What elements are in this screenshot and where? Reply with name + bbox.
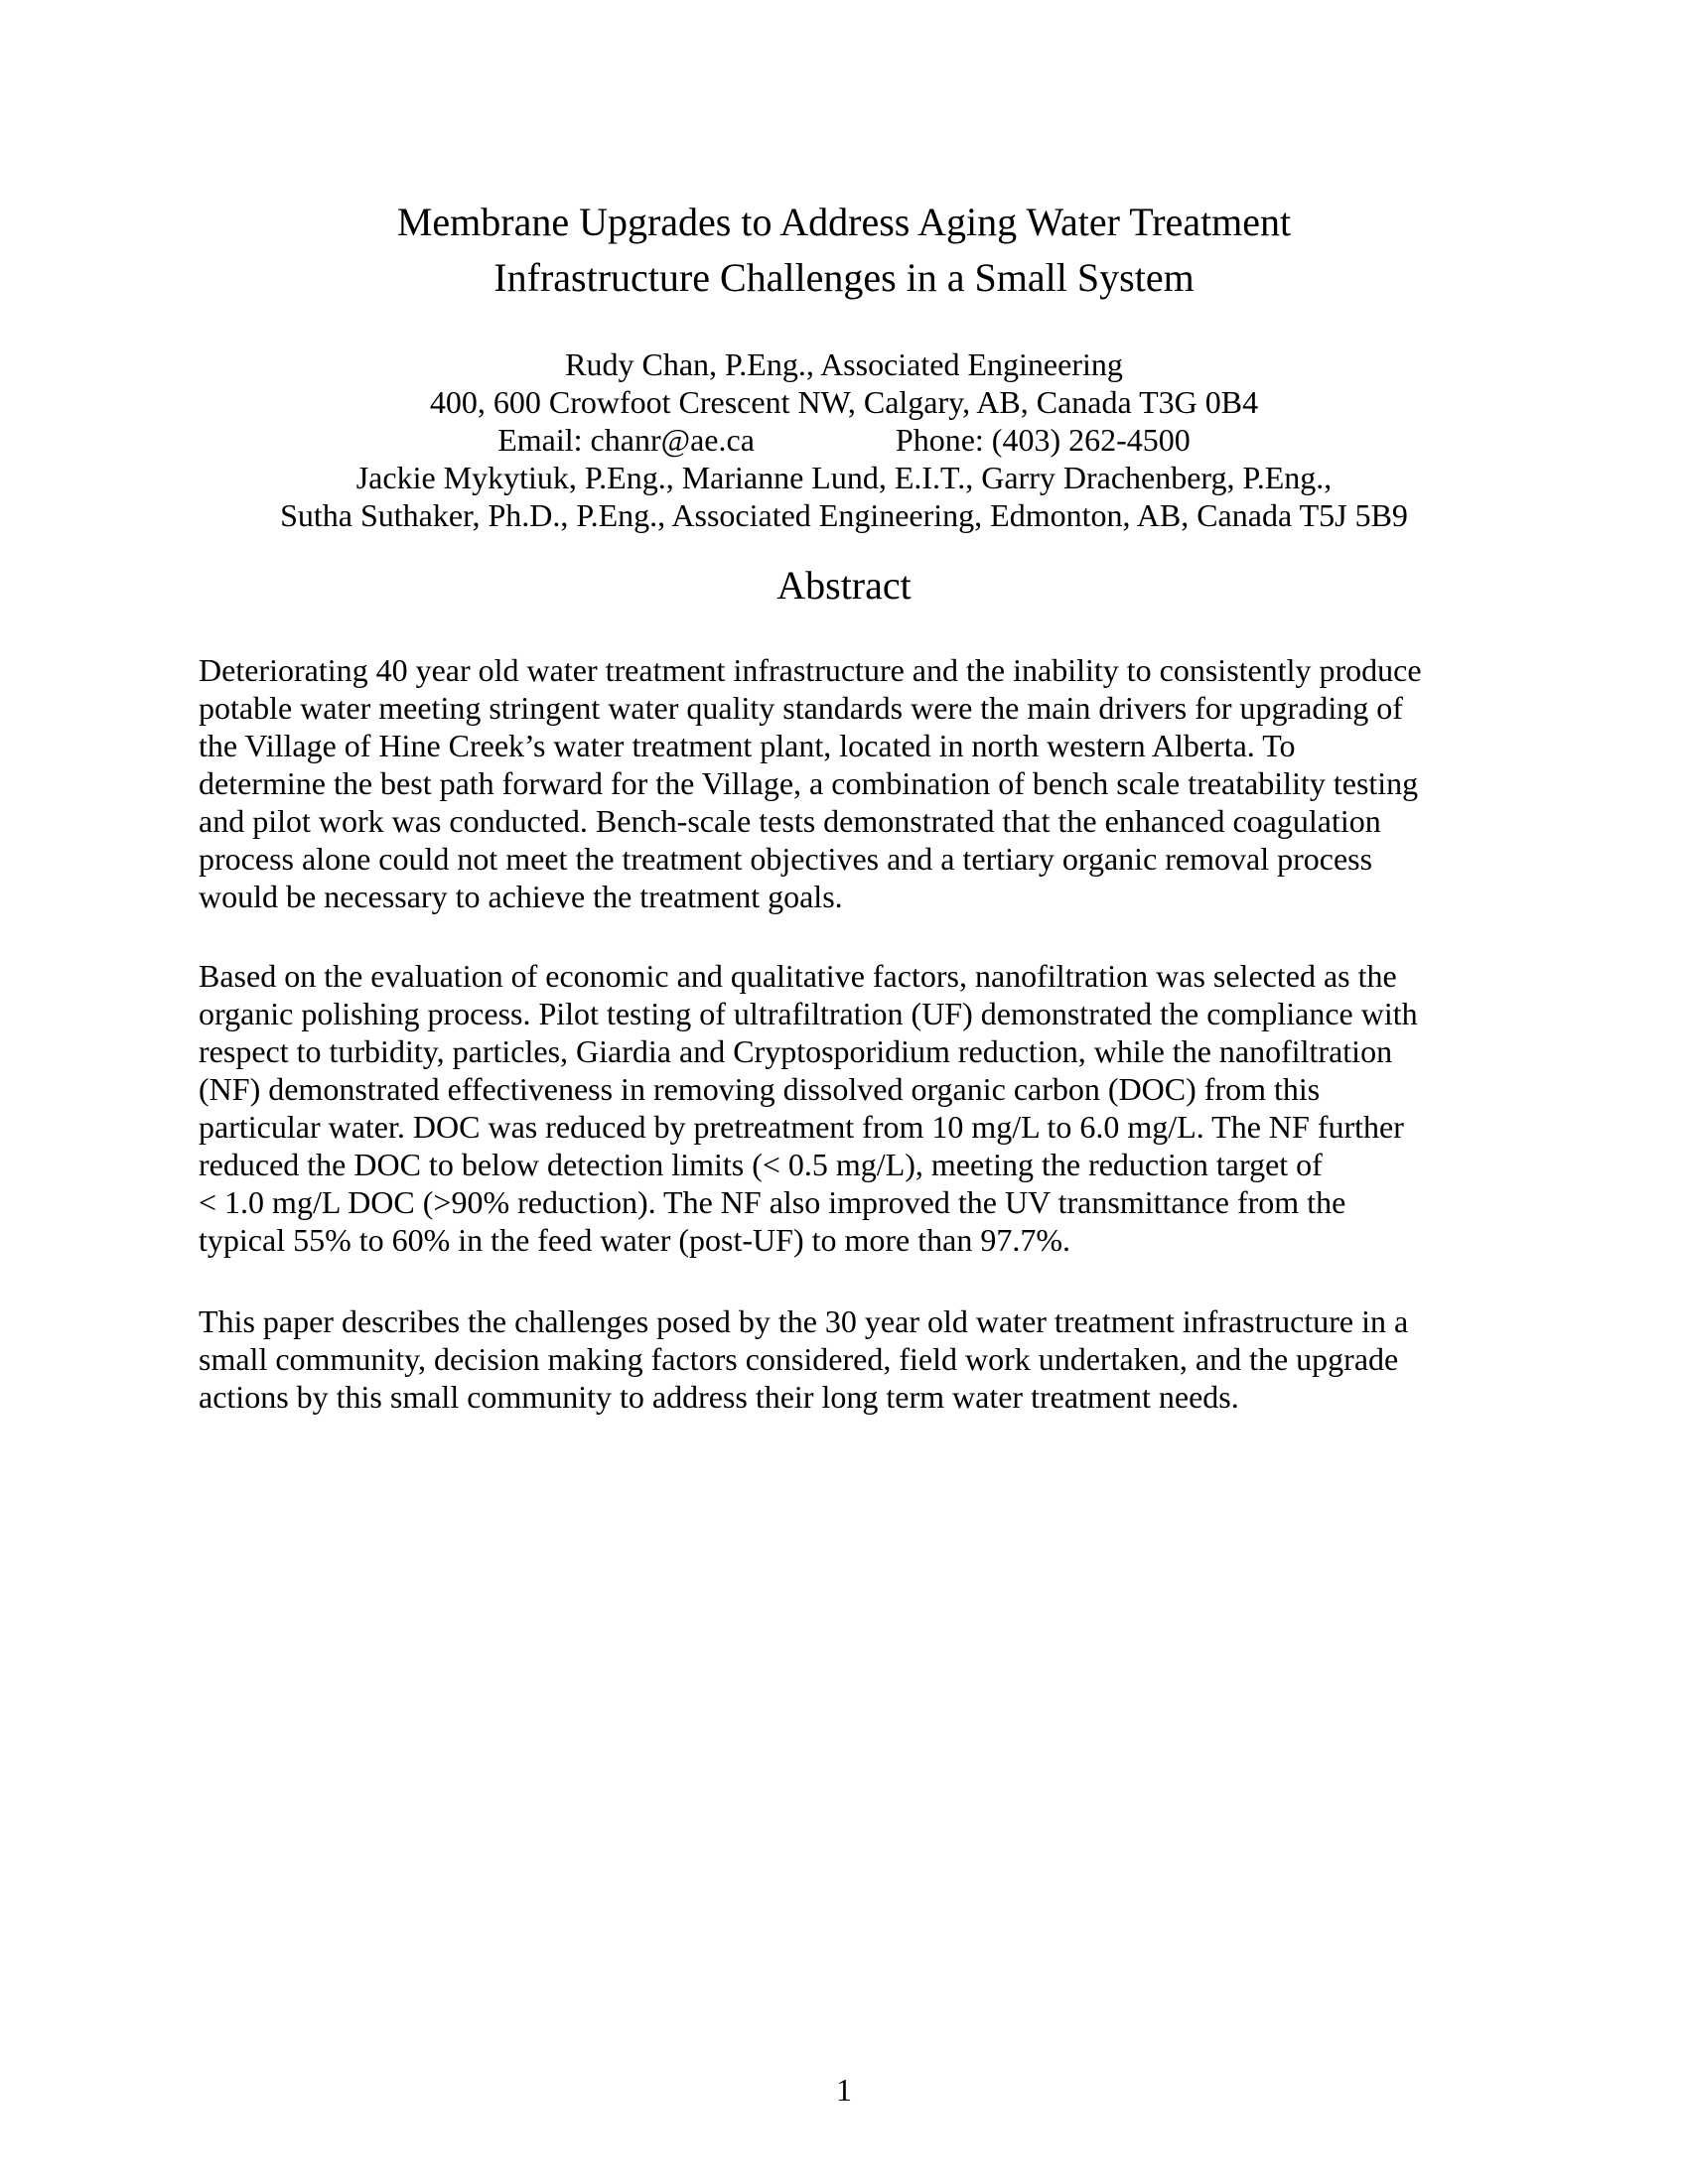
author-phone: Phone: (403) 262-4500: [895, 422, 1191, 458]
text-line: typical 55% to 60% in the feed water (post-UF) to more than 97.7%.: [199, 1222, 1070, 1258]
author-name-affiliation: Rudy Chan, P.Eng., Associated Engineering: [565, 346, 1123, 382]
author-contact-line: [199, 421, 1489, 459]
text-line: process alone could not meet the treatment objectives and a tertiary organic removal process: [199, 841, 1373, 877]
author-email: Email: chanr@ae.ca: [497, 422, 755, 458]
text-line: the Village of Hine Creek’s water treatment plant, located in north western Alberta. To: [199, 728, 1296, 763]
text-line: Based on the evaluation of economic and qualitative factors, nanofiltration was selected as the: [199, 958, 1397, 994]
text-line: This paper describes the challenges posed by the 30 year old water treatment infrastructure in a: [199, 1303, 1409, 1339]
closing-paragraph: [199, 1302, 1489, 1416]
text-line: organic polishing process. Pilot testing of ultrafiltration (UF) demonstrated the compliance with: [199, 996, 1418, 1031]
paper-title-line2: Infrastructure Challenges in a Small System: [493, 255, 1195, 300]
coauthors-line1: Jackie Mykytiuk, P.Eng., Marianne Lund, E.I.T., Garry Drachenberg, P.Eng.,: [355, 460, 1333, 495]
text-line: respect to turbidity, particles, Giardia and Cryptosporidium reduction, while the nanofiltration: [199, 1033, 1393, 1069]
text-line: reduced the DOC to below detection limits (< 0.5 mg/L), meeting the reduction target of: [199, 1147, 1323, 1182]
text-line: actions by this small community to address their long term water treatment needs.: [199, 1379, 1239, 1415]
text-line: particular water. DOC was reduced by pretreatment from 10 mg/L to 6.0 mg/L. The NF further: [199, 1109, 1404, 1145]
paper-title-line1: Membrane Upgrades to Address Aging Water Treatment: [396, 200, 1292, 244]
abstract-paragraph-2: [199, 957, 1489, 1259]
page-number: 1: [836, 2072, 852, 2108]
text-line: < 1.0 mg/L DOC (>90% reduction). The NF also improved the UV transmittance from the: [199, 1184, 1346, 1220]
author-address: 400, 600 Crowfoot Crescent NW, Calgary, AB, Canada T3G 0B4: [429, 384, 1259, 420]
abstract-heading: Abstract: [776, 563, 912, 608]
coauthors-line2: Sutha Suthaker, Ph.D., P.Eng., Associated Engineering, Edmonton, AB, Canada T5J 5B9: [280, 497, 1408, 533]
author-block: [199, 345, 1489, 534]
text-line: potable water meeting stringent water quality standards were the main drivers for upgrading of: [199, 690, 1403, 726]
abstract-paragraph-1: [199, 651, 1489, 915]
text-line: (NF) demonstrated effectiveness in removing dissolved organic carbon (DOC) from this: [199, 1071, 1321, 1107]
text-line: determine the best path forward for the Village, a combination of bench scale treatability testing: [199, 765, 1419, 801]
paper-title: [199, 195, 1489, 306]
text-line: and pilot work was conducted. Bench-scale tests demonstrated that the enhanced coagulation: [199, 803, 1381, 839]
text-line: Deteriorating 40 year old water treatment infrastructure and the inability to consistently produce: [199, 652, 1422, 688]
text-line: would be necessary to achieve the treatment goals.: [199, 879, 843, 914]
text-line: small community, decision making factors considered, field work undertaken, and the upgrade: [199, 1341, 1399, 1377]
